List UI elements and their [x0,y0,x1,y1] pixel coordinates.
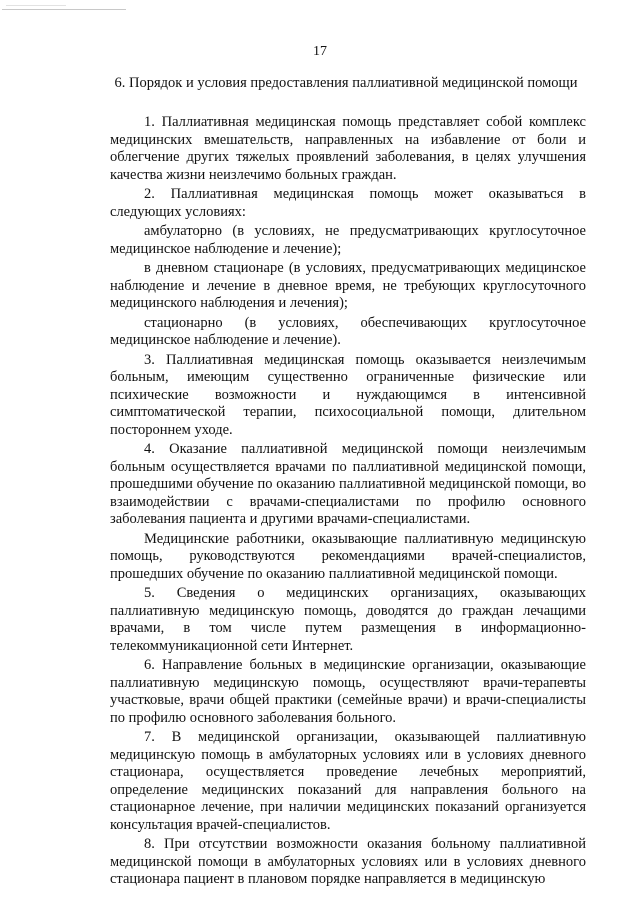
paragraph: 8. При отсутствии возможности оказания больному паллиативной медицинской помощи в амбулаторных условиях или в условиях дневного стационара пациент в плановом порядке направляется в медицинскую [110,836,586,887]
document-body [110,114,586,891]
paragraph: Медицинские работники, оказывающие паллиативную медицинскую помощь, руководствуются рекомендациями врачей-специалистов, прошедших обучение по оказанию паллиативной медицинской помощи. [110,530,586,582]
paragraph: амбулаторно (в условиях, не предусматривающих круглосуточное медицинское наблюдение и лечение); [110,223,586,257]
paragraph: 6. Направление больных в медицинские организации, оказывающие паллиативную медицинскую помощь, осуществляют врачи-терапевты участковые, врачи общей практики (семейные врачи) и врачи-специалисты по профилю основного заболевания больного. [110,657,586,726]
page-number: 17 [313,44,327,59]
scan-artifact [2,9,126,10]
paragraph: 5. Сведения о медицинских организациях, оказывающих паллиативную медицинскую помощь, доводятся до граждан лечащими врачами, в том числе путем размещения в информационно-телекоммуникационной сети Интернет. [110,585,586,654]
paragraph: 3. Паллиативная медицинская помощь оказывается неизлечимым больным, имеющим существенно ограниченные физические или психические возможности и нуждающимся в интенсивной симптоматической терапии, психосоциальной помощи, длительном постороннем уходе. [110,351,586,438]
paragraph: 2. Паллиативная медицинская помощь может оказываться в следующих условиях: [110,186,586,220]
paragraph: стационарно (в условиях, обеспечивающих круглосуточное медицинское наблюдение и лечение). [110,314,586,348]
paragraph: в дневном стационаре (в условиях, предусматривающих медицинское наблюдение и лечение в дневное время, не требующих круглосуточного медицинского наблюдения и лечения); [110,260,586,311]
section-title: 6. Порядок и условия предоставления паллиативной медицинской помощи [114,75,578,91]
paragraph: 7. В медицинской организации, оказывающей паллиативную медицинскую помощь в амбулаторных условиях или в условиях дневного стационара, осуществляется проведение лечебных мероприятий, определение медицинских показаний для направления больного на стационарное лечение, при наличии медицинских показаний организуется консультация врачей-специалистов. [110,729,586,833]
scan-artifact [6,5,66,6]
paragraph: 1. Паллиативная медицинская помощь представляет собой комплекс медицинских вмешательств, направленных на избавление от боли и облегчение других тяжелых проявлений заболевания, в целях улучшения качества жизни неизлечимо больных граждан. [110,114,586,183]
paragraph: 4. Оказание паллиативной медицинской помощи неизлечимым больным осуществляется врачами по паллиативной медицинской помощи, прошедшими обучение по оказанию паллиативной медицинской помощи, во взаимодействии с врачами-специалистами по профилю основного заболевания пациента и другими врачами-специалистами. [110,441,586,527]
